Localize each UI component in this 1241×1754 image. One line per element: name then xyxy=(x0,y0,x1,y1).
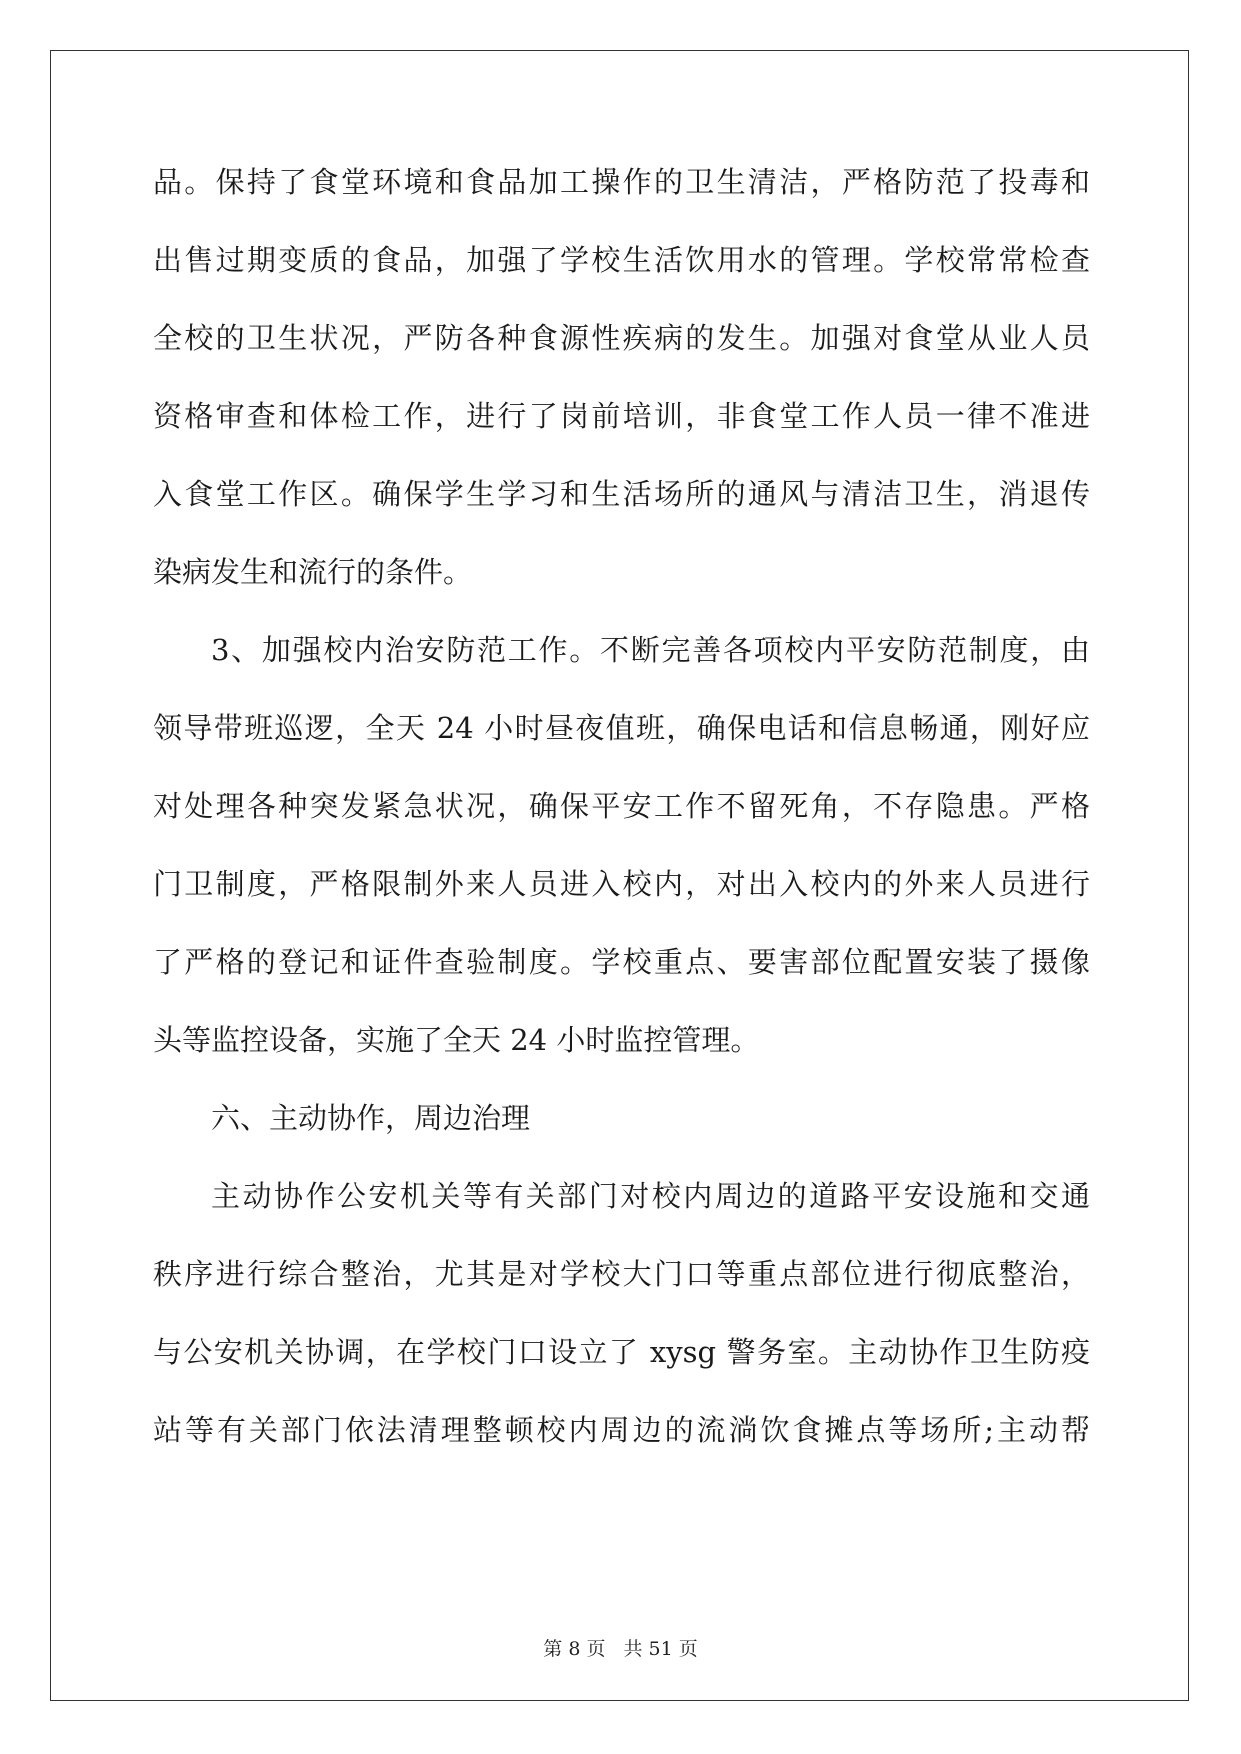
text-line: 入食堂工作区。确保学生学习和生活场所的通风与清洁卫生，消退传 xyxy=(153,477,1090,511)
text-line: 门卫制度，严格限制外来人员进入校内，对出入校内的外来人员进行 xyxy=(153,867,1090,901)
document-body xyxy=(153,160,1090,1486)
text-line: 资格审查和体检工作，进行了岗前培训，非食堂工作人员一律不准进 xyxy=(153,399,1090,433)
text-line: 秩序进行综合整治，尤其是对学校大门口等重点部位进行彻底整治， xyxy=(153,1257,1090,1291)
page-number: 第 8 页 xyxy=(543,1638,606,1660)
text-line: 对处理各种突发紧急状况，确保平安工作不留死角，不存隐患。严格 xyxy=(153,789,1090,823)
text-line: 站等有关部门依法清理整顿校内周边的流淌饮食摊点等场所;主动帮 xyxy=(153,1413,1090,1447)
text-line: 领导带班巡逻，全天 24 小时昼夜值班，确保电话和信息畅通，刚好应 xyxy=(153,711,1090,745)
page-total: 共 51 页 xyxy=(623,1638,698,1660)
text-line: 头等监控设备，实施了全天 24 小时监控管理。 xyxy=(153,1023,760,1057)
text-line: 3、加强校内治安防范工作。不断完善各项校内平安防范制度，由 xyxy=(211,633,1090,667)
text-line: 出售过期变质的食品，加强了学校生活饮用水的管理。学校常常检查 xyxy=(153,243,1090,277)
page-footer xyxy=(0,1637,1241,1661)
text-line: 主动协作公安机关等有关部门对校内周边的道路平安设施和交通 xyxy=(211,1179,1090,1213)
section-heading: 六、主动协作，周边治理 xyxy=(211,1101,531,1135)
text-line: 了严格的登记和证件查验制度。学校重点、要害部位配置安装了摄像 xyxy=(153,945,1090,979)
text-line: 与公安机关协调，在学校门口设立了 xysg 警务室。主动协作卫生防疫 xyxy=(153,1335,1090,1369)
text-line: 染病发生和流行的条件。 xyxy=(153,555,473,589)
text-line: 全校的卫生状况，严防各种食源性疾病的发生。加强对食堂从业人员 xyxy=(153,321,1090,355)
text-line: 品。保持了食堂环境和食品加工操作的卫生清洁，严格防范了投毒和 xyxy=(153,165,1090,199)
